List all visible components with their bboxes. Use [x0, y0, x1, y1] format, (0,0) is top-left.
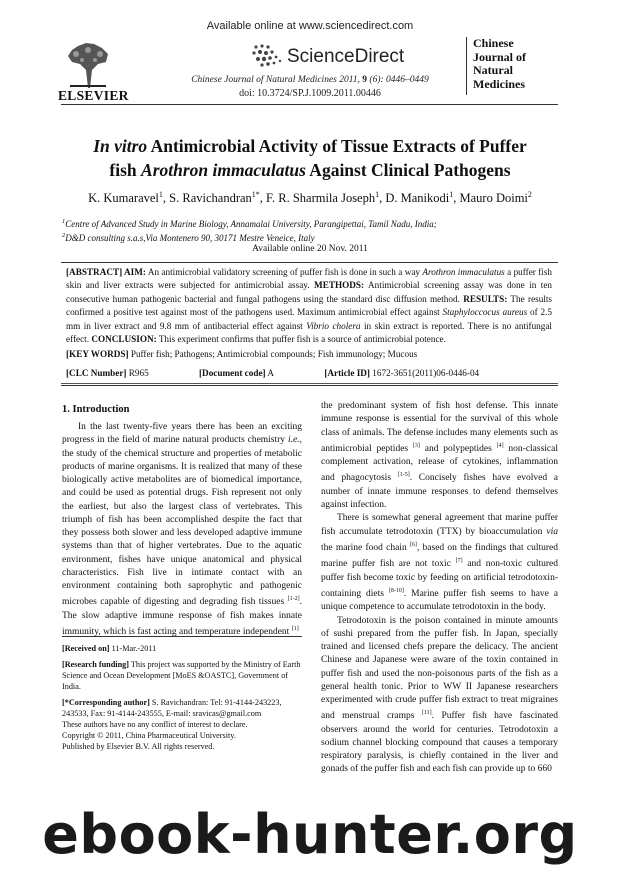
paragraph: Tetrodotoxin is the poison contained in minute amounts of sushi prepared from the puffer fish. In Japan, specially trained and licensed chefs prepare the delicacy. The ancient Chinese and Japanese were aware of the toxin contained in puffer fish and used the non-poisonous parts of the fish as a general health tonic. Prior to WW II Japanese researchers experimented with crude puffer fish extract to treat migraines and menstrual cramps [11]. Puffer fish have fascinated observers around the world for centuries. Tetrodotoxin a sodium channel blocking compound that causes a temporary respiratory paralysis, is chiefly contained in the liver and gonads of the puffer fish and each fish can provide up to 660 — [321, 615, 558, 775]
keywords: [KEY WORDS] Puffer fish; Pathogens; Antimicrobial compounds; Fish immunology; Mucous — [66, 349, 418, 359]
author: F. R. Sharmila Joseph$^1$, — [266, 190, 386, 206]
footnote-copyright: Copyright © 2011, China Pharmaceutical University. — [62, 731, 236, 740]
affiliations — [62, 216, 562, 244]
watermark-text: ebook-hunter.org — [42, 803, 578, 866]
sciencedirect-wordmark: ScienceDirect — [287, 46, 405, 67]
footnote-divider — [62, 636, 302, 637]
footnote-corresponding-author: [*Corresponding author] S. Ravichandran: Tel: 91-4144-243223, 243533, Fax: 91-4144-243555, E-mail: sravicas@gmail.com — [62, 698, 282, 718]
paper-title: In vitro Antimicrobial Activity of Tissue Extracts of Puffer fish Arothron immaculatus Against Clinical Pathogens — [93, 136, 527, 180]
journal-name-box: Chinese Journal of Natural Medicines — [466, 37, 563, 95]
available-online-date: Available online 20 Nov. 2011 — [252, 244, 368, 254]
paragraph: In the last twenty-five years there has been an exciting progress in the field of marine natural products chemistry i.e., the study of the chemical structure and properties of metabolic products of marine organisms. It is realized that many of these biologically active metabolites are of biomedical importance, and could be used as potential drugs. Fish represent not only the earliest, but also the largest class of vertebrates. This triumph of fish has been accomplished despite the fact that they possess both slower and less developed adaptive immune systems than that of higher vertebrates. Due to the aquatic environment, fishes have unique anatomical and physical characteristics. Fish live in intimate contact with an environment containing both saprophytic and pathogenic microbes capable of digesting and degrading fish tissues [1-2]. The slow adaptive immune response of fish makes innate immunity, which is fast acting and temperature independent [1] — [62, 422, 302, 638]
publisher-name: ELSEVIER — [58, 88, 129, 103]
body-column-right — [321, 400, 558, 777]
author: D. Manikodi$^1$, — [385, 190, 460, 206]
author: S. Ravichandran$^{1*}$, — [169, 190, 267, 206]
body-column-left — [62, 421, 302, 639]
footnotes — [62, 643, 302, 752]
paragraph: There is somewhat general agreement that marine puffer fish accumulate tetrodotoxin (TTX) by bioaccumulation via the marine food chain [6], based on the findings that cultured marine puffer fish are not toxic [7] and non-toxic cultured puffer fish become toxic by feeding on artificial tetrodotoxin-containing diets [8-10]. Marine puffer fish seems to have a unique competence to accumulate tetrodotoxin in the body. — [321, 513, 559, 613]
author-list — [40, 190, 580, 206]
abstract: [ABSTRACT] AIM: An antimicrobial validatory screening of puffer fish is done in such a way Arothron immaculatus a puffer fish skin and liver extracts were subjected for antimicrobial assay. METHODS: Antimicrobial screening assay was done in ten consecutive human pathogenic bacterial and fungal pathogens using the standard disc diffusion method. RESULTS: The results confirmed a positive test against most of the pathogens used. Maximum antimicrobial effect against Staphyloccocus aureus of 2.5 mm in liver extract and 9.8 mm of antibacterial effect against Vibrio cholera in skin extract is reported. There is no antifungal effect. CONCLUSION: This experiment confirms that puffer fish is a source of antimicrobial potence. — [66, 267, 553, 345]
footnote-funding: [Research funding] This project was supported by the Ministry of Earth Science and Ocean Development [MoES &OASTC], Government of India. — [62, 660, 301, 691]
sciencedirect-dots-icon — [250, 43, 286, 69]
classification-line — [66, 368, 552, 378]
author: Mauro Doimi$^2$ — [459, 190, 532, 206]
abstract-divider — [61, 385, 558, 386]
document-code: [Document code] A — [199, 368, 275, 378]
clc-number: [CLC Number] R965 — [66, 368, 149, 378]
footnote-received: [Received on] 11-Mar.-2011 — [62, 644, 157, 653]
doi: doi: 10.3724/SP.J.1009.2011.00446 — [239, 88, 381, 99]
article-id: [Article ID] 1672-3651(2011)06-0446-04 — [324, 368, 480, 378]
available-online-banner: Available online at www.sciencedirect.com — [206, 20, 414, 32]
journal-citation: Chinese Journal of Natural Medicines 2011, 9 (6): 0446–0449 — [191, 75, 429, 85]
affiliation: $^2$D&D consulting s.a.s,Via Montenero 90, 30171 Mestre Veneice, Italy — [62, 232, 315, 243]
author: K. Kumaravel$^1$, — [88, 190, 170, 206]
section-heading: 1. Introduction — [62, 404, 130, 415]
header-divider — [61, 104, 558, 105]
footnote-published: Published by Elsevier B.V. All rights reserved. — [62, 742, 215, 751]
paragraph: the predominant system of fish host defense. This innate immune response is essential for the survival of this whole class of animals. The defense includes many elements such as antimicrobial peptides [3] and polypeptides [4] non-classical complement activation, release of cytokines, inflammation and phagocytosis [1-5]. Concisely fishes have evolved a number of innate immune responses to defend themselves against infection. — [321, 401, 559, 511]
footnote-conflict: These authors have no any conflict of interest to declare. — [62, 720, 248, 729]
affiliation: $^1$Centre of Advanced Study in Marine Biology, Annamalai University, Parangipettai, Tamil Nadu, India; — [62, 218, 437, 229]
